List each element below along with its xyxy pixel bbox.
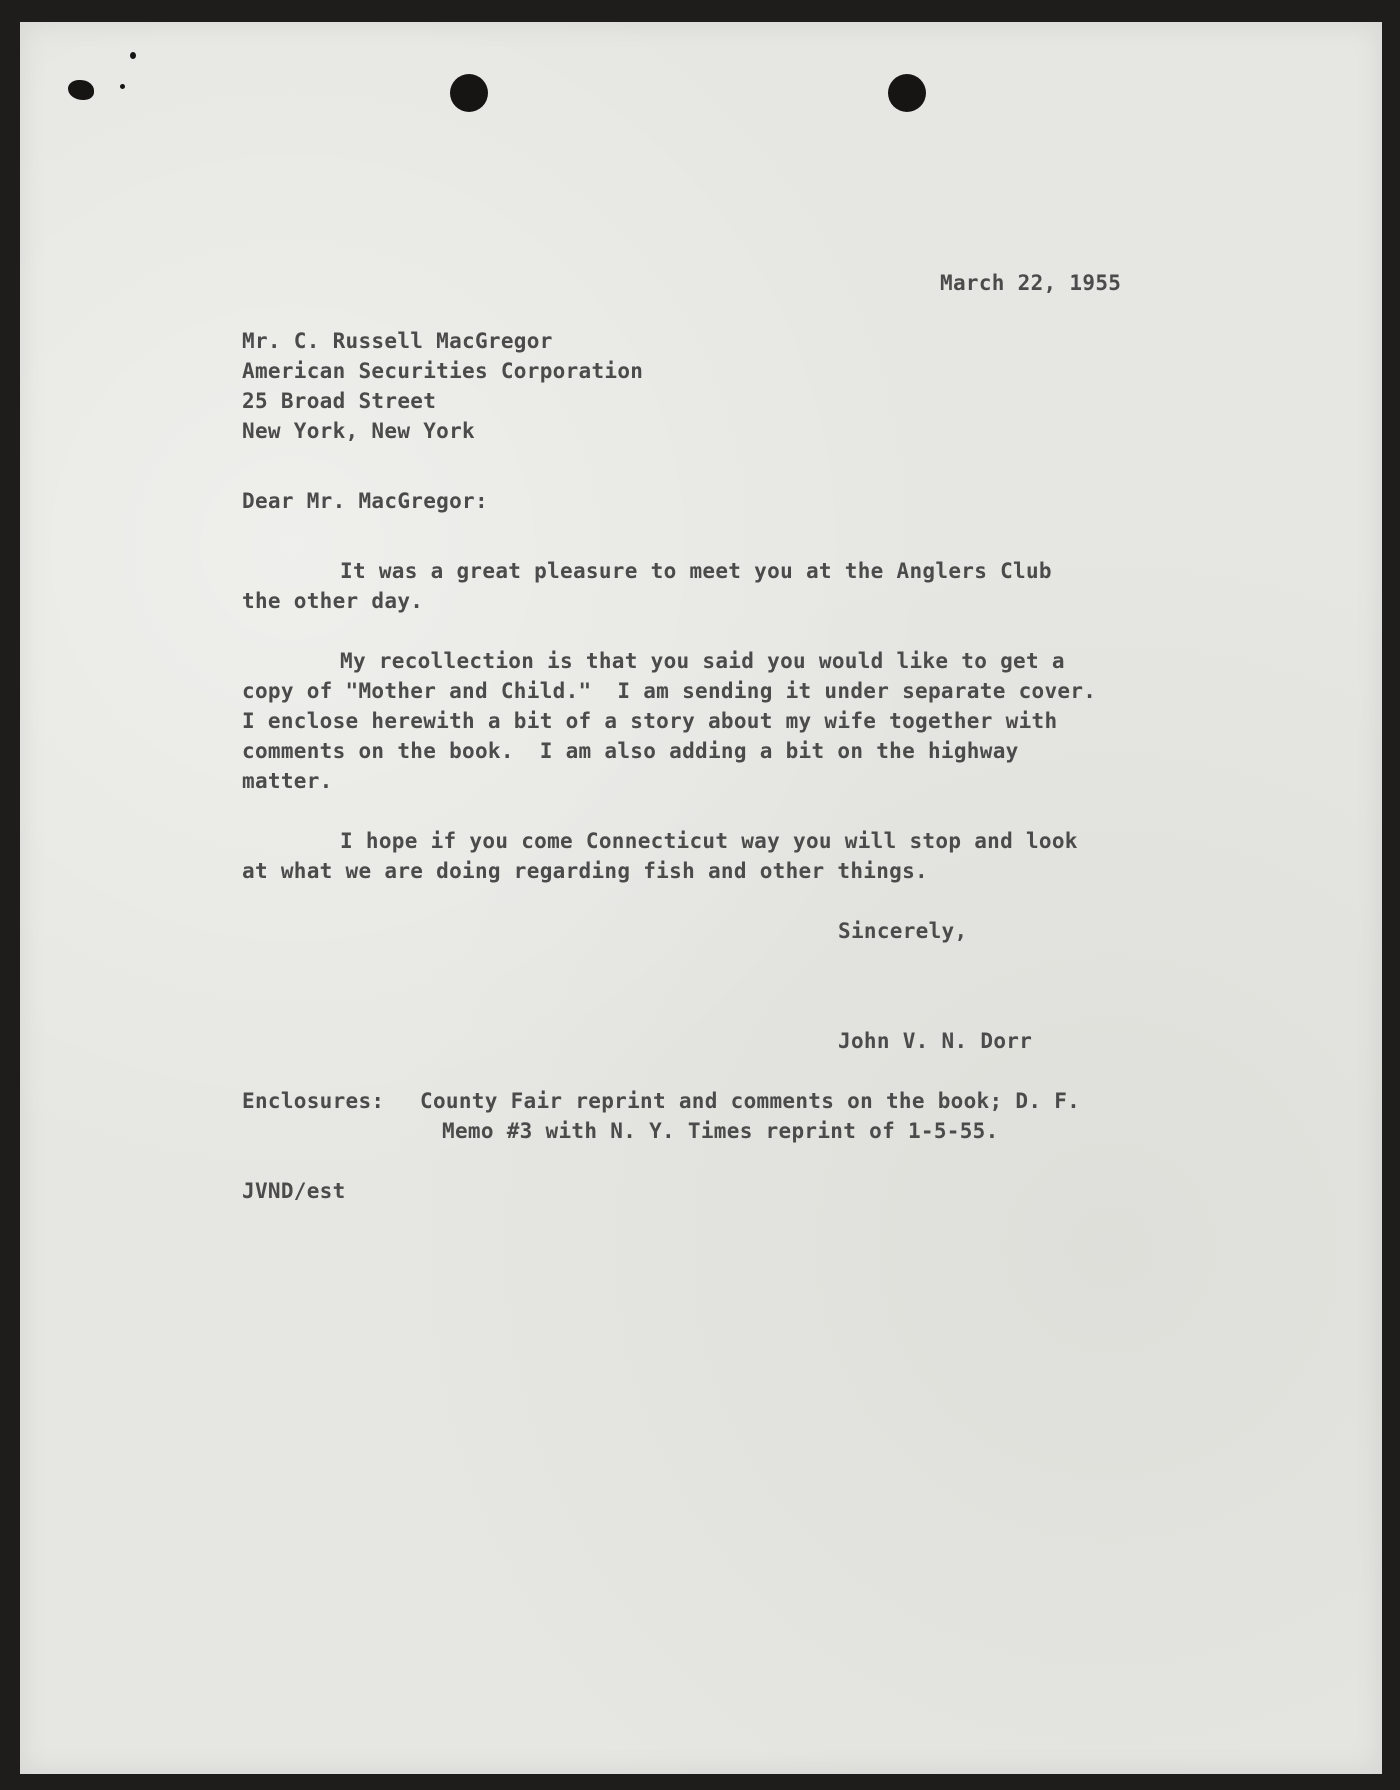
paragraph-3-line: I hope if you come Connecticut way you will stop and look xyxy=(340,829,1078,853)
letter-date: March 22, 1955 xyxy=(940,271,1122,295)
paragraph-2-line: matter. xyxy=(242,769,333,793)
paragraph-3-line: at what we are doing regarding fish and other things. xyxy=(242,859,928,883)
paragraph-2-line: I enclose herewith a bit of a story about my wife together with xyxy=(242,709,1058,733)
paragraph-2-line: copy of "Mother and Child." I am sending it under separate cover. xyxy=(242,679,1097,703)
salutation: Dear Mr. MacGregor: xyxy=(242,489,488,513)
paragraph-2-line: My recollection is that you said you would like to get a xyxy=(340,649,1065,673)
enclosures-line: County Fair reprint and comments on the book; D. F. xyxy=(420,1089,1081,1113)
recipient-street: 25 Broad Street xyxy=(242,389,437,413)
letter-page xyxy=(20,22,1382,1774)
recipient-company: American Securities Corporation xyxy=(242,359,644,383)
paragraph-2-line: comments on the book. I am also adding a bit on the highway xyxy=(242,739,1019,763)
recipient-name: Mr. C. Russell MacGregor xyxy=(242,329,553,353)
paragraph-1-line: the other day. xyxy=(242,589,424,613)
recipient-city: New York, New York xyxy=(242,419,475,443)
closing: Sincerely, xyxy=(838,919,968,943)
paragraph-1-line: It was a great pleasure to meet you at the Anglers Club xyxy=(340,559,1052,583)
typist-initials: JVND/est xyxy=(242,1179,346,1203)
letter-body xyxy=(20,22,1382,1774)
signature-name: John V. N. Dorr xyxy=(838,1029,1033,1053)
enclosures-label: Enclosures: xyxy=(242,1089,385,1113)
enclosures-line: Memo #3 with N. Y. Times reprint of 1-5-55. xyxy=(442,1119,999,1143)
